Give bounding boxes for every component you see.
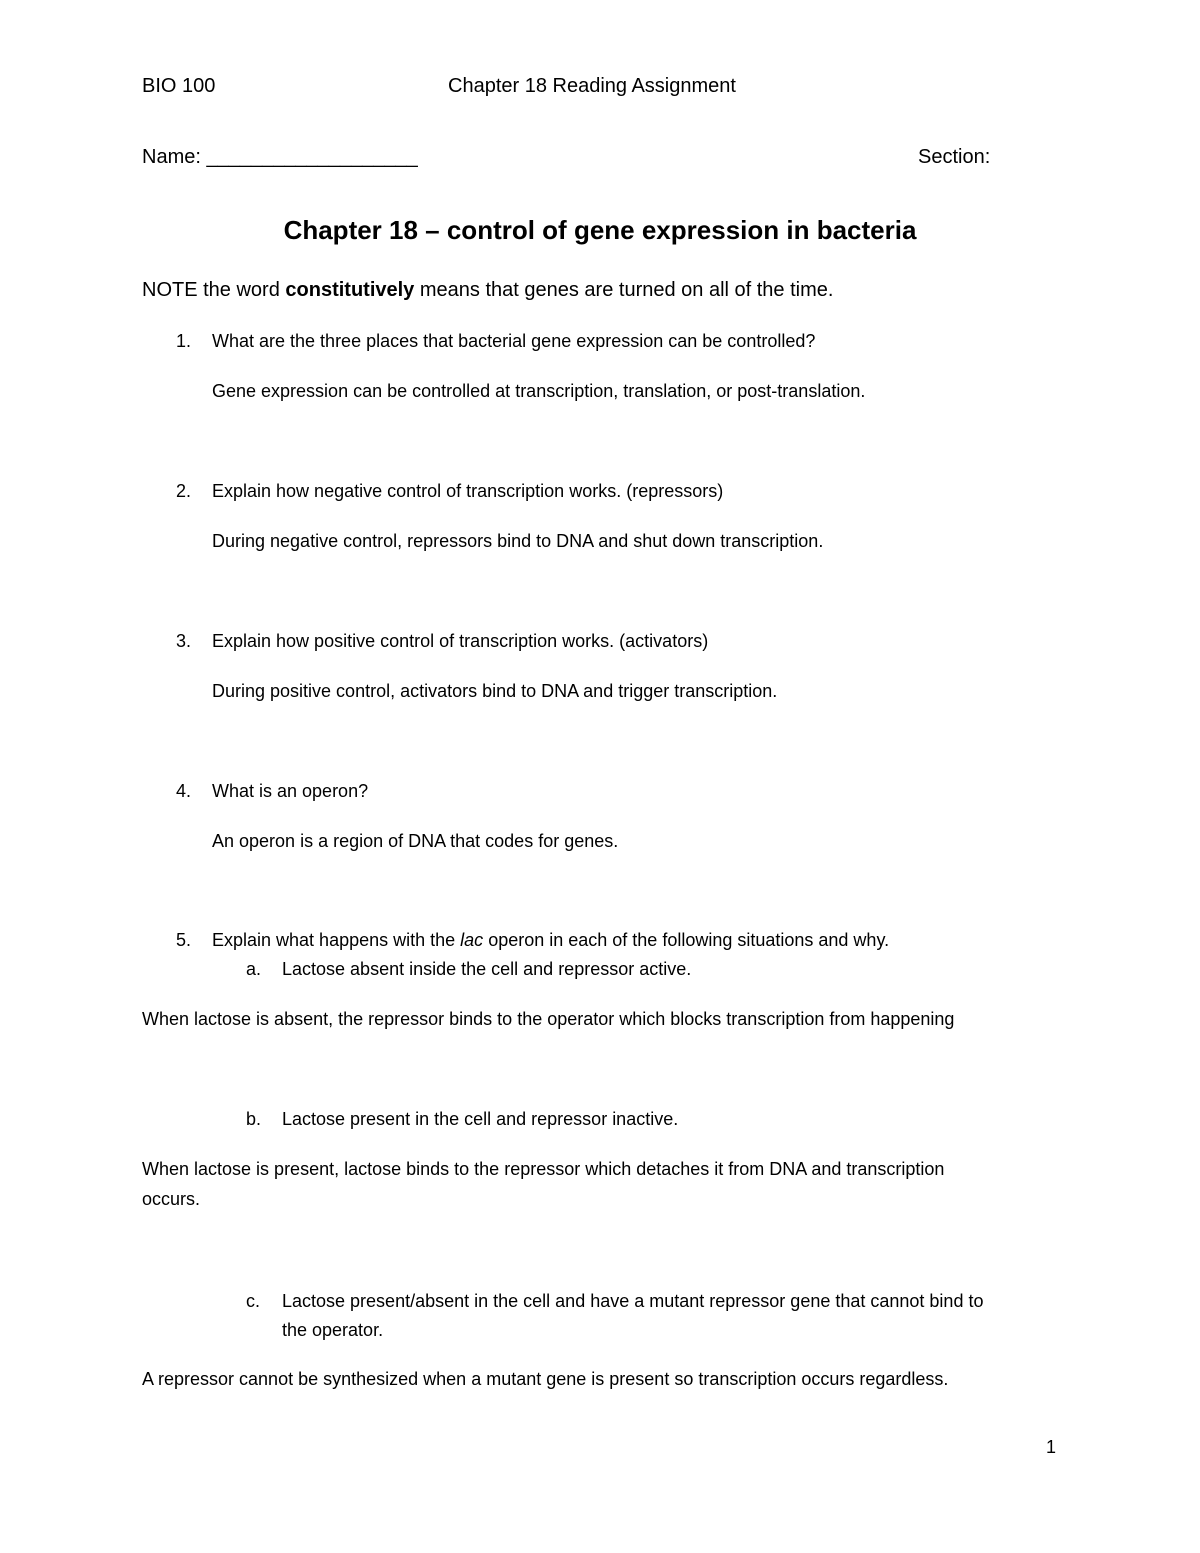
name-field-label: Name: ___________________: [142, 146, 418, 168]
question-number: 1.: [176, 331, 192, 351]
question-text: Explain how negative control of transcription works. (repressors): [212, 481, 724, 501]
course-code: BIO 100: [142, 75, 216, 97]
answer-text: When lactose is present, lactose binds to the repressor which detaches it from DNA and transcription: [142, 1159, 945, 1179]
subpart-letter: a.: [246, 959, 262, 979]
question-number: 3.: [176, 631, 192, 651]
lac-term: lac: [460, 930, 484, 950]
question-text: What is an operon?: [212, 781, 369, 801]
note-paragraph: [142, 278, 833, 302]
question-number: 4.: [176, 781, 192, 801]
note-term: constitutively: [285, 279, 415, 301]
subpart-text: Lactose present in the cell and repressor inactive.: [282, 1109, 679, 1129]
assignment-title: Chapter 18 Reading Assignment: [448, 75, 736, 97]
subpart-letter: b.: [246, 1109, 262, 1129]
question-text: What are the three places that bacterial gene expression can be controlled?: [212, 331, 816, 351]
note-suffix: means that genes are turned on all of the time.: [414, 279, 834, 301]
answer-text: An operon is a region of DNA that codes for genes.: [212, 831, 619, 851]
answer-text: When lactose is absent, the repressor binds to the operator which blocks transcription from happening: [142, 1009, 955, 1029]
answer-text: A repressor cannot be synthesized when a mutant gene is present so transcription occurs regardless.: [142, 1369, 949, 1389]
answer-text: During negative control, repressors bind to DNA and shut down transcription.: [212, 531, 824, 551]
subpart-text: Lactose absent inside the cell and repressor active.: [282, 959, 692, 979]
question-text: Explain how positive control of transcription works. (activators): [212, 631, 709, 651]
subpart-letter: c.: [246, 1291, 261, 1311]
note-prefix: NOTE the word: [142, 279, 286, 301]
question-text: [212, 929, 889, 951]
answer-text: During positive control, activators bind to DNA and trigger transcription.: [212, 681, 778, 701]
subpart-text: Lactose present/absent in the cell and have a mutant repressor gene that cannot bind to: [282, 1291, 984, 1311]
answer-text: Gene expression can be controlled at transcription, translation, or post-translation.: [212, 381, 866, 401]
page-number: 1: [1046, 1437, 1057, 1457]
answer-text-continued: occurs.: [142, 1189, 201, 1209]
subpart-text-continued: the operator.: [282, 1320, 384, 1340]
question-text-after: operon in each of the following situations and why.: [483, 930, 890, 950]
question-number: 2.: [176, 481, 192, 501]
page-title: Chapter 18 – control of gene expression in bacteria: [283, 215, 917, 245]
section-field-label: Section:: [918, 146, 991, 168]
question-number: 5.: [176, 930, 192, 950]
question-text-before: Explain what happens with the: [212, 930, 461, 950]
